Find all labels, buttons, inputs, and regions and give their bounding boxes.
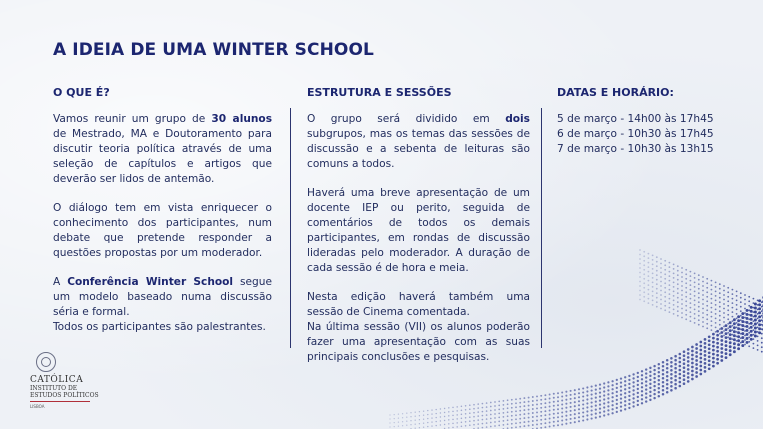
column-dates [557,86,727,157]
logo-divider [30,401,90,402]
catolica-logo [30,352,110,409]
logo-tiny: LISBOA [30,404,45,409]
text: Todos os participantes são palestrantes. [53,321,266,333]
heading-what-is-it: O QUE É? [53,86,110,99]
logo-line2: ESTUDOS POLÍTICOS [30,392,99,399]
logo-line1: INSTITUTO DE [30,385,78,392]
paragraph-sessions: Haverá uma breve apresentação de um docente IEP ou perito, seguida de comentários de todos os demais participantes, em rondas de discussão lideradas pelo moderador. A duração de cada sessão é de hora e meia. [307,187,530,274]
highlight-conference: Conferência Winter School [67,276,234,288]
text: de Mestrado, MA e Doutoramento para discutir teoria política através de uma seleção de capítulos e artigos que deverão ser lidos de antemão. [53,128,272,185]
text: Vamos reunir um grupo de [53,113,212,125]
paragraph-intro [53,112,272,187]
date-line: 6 de março - 10h30 às 17h45 [557,128,714,140]
seal-icon [36,352,56,372]
highlight-students: 30 alunos [211,113,273,125]
paragraph-groups [307,112,530,172]
paragraph-dialogue: O diálogo tem em vista enriquecer o conhecimento dos participantes, num debate que pretende responder a questões propostas por um moderador. [53,202,272,259]
logo-name: CATÓLICA [30,375,84,385]
text: A [53,276,68,288]
paragraph-conference [53,275,272,335]
date-line: 5 de março - 14h00 às 17h45 [557,113,714,125]
dot-wave-decoration [380,240,763,429]
column-divider [290,108,291,348]
date-line: 7 de março - 10h30 às 13h15 [557,143,714,155]
text: Nesta edição haverá também uma sessão de Cinema comentada. [307,291,530,318]
highlight-two: dois [505,113,530,125]
text: Na última sessão (VII) os alunos poderão fazer uma apresentação com as suas principais conclusões e pesquisas. [307,321,530,363]
heading-dates: DATAS E HORÁRIO: [557,86,674,99]
page-title: A IDEIA DE UMA WINTER SCHOOL [53,40,374,60]
text: segue um modelo baseado numa discussão séria e formal. [53,276,272,318]
heading-structure: ESTRUTURA E SESSÕES [307,86,452,99]
column-what-is-it [53,86,272,349]
text: subgrupos, mas os temas das sessões de discussão e a sebenta de leituras são comuns a todos. [307,128,530,170]
text: O grupo será dividido em [307,113,506,125]
